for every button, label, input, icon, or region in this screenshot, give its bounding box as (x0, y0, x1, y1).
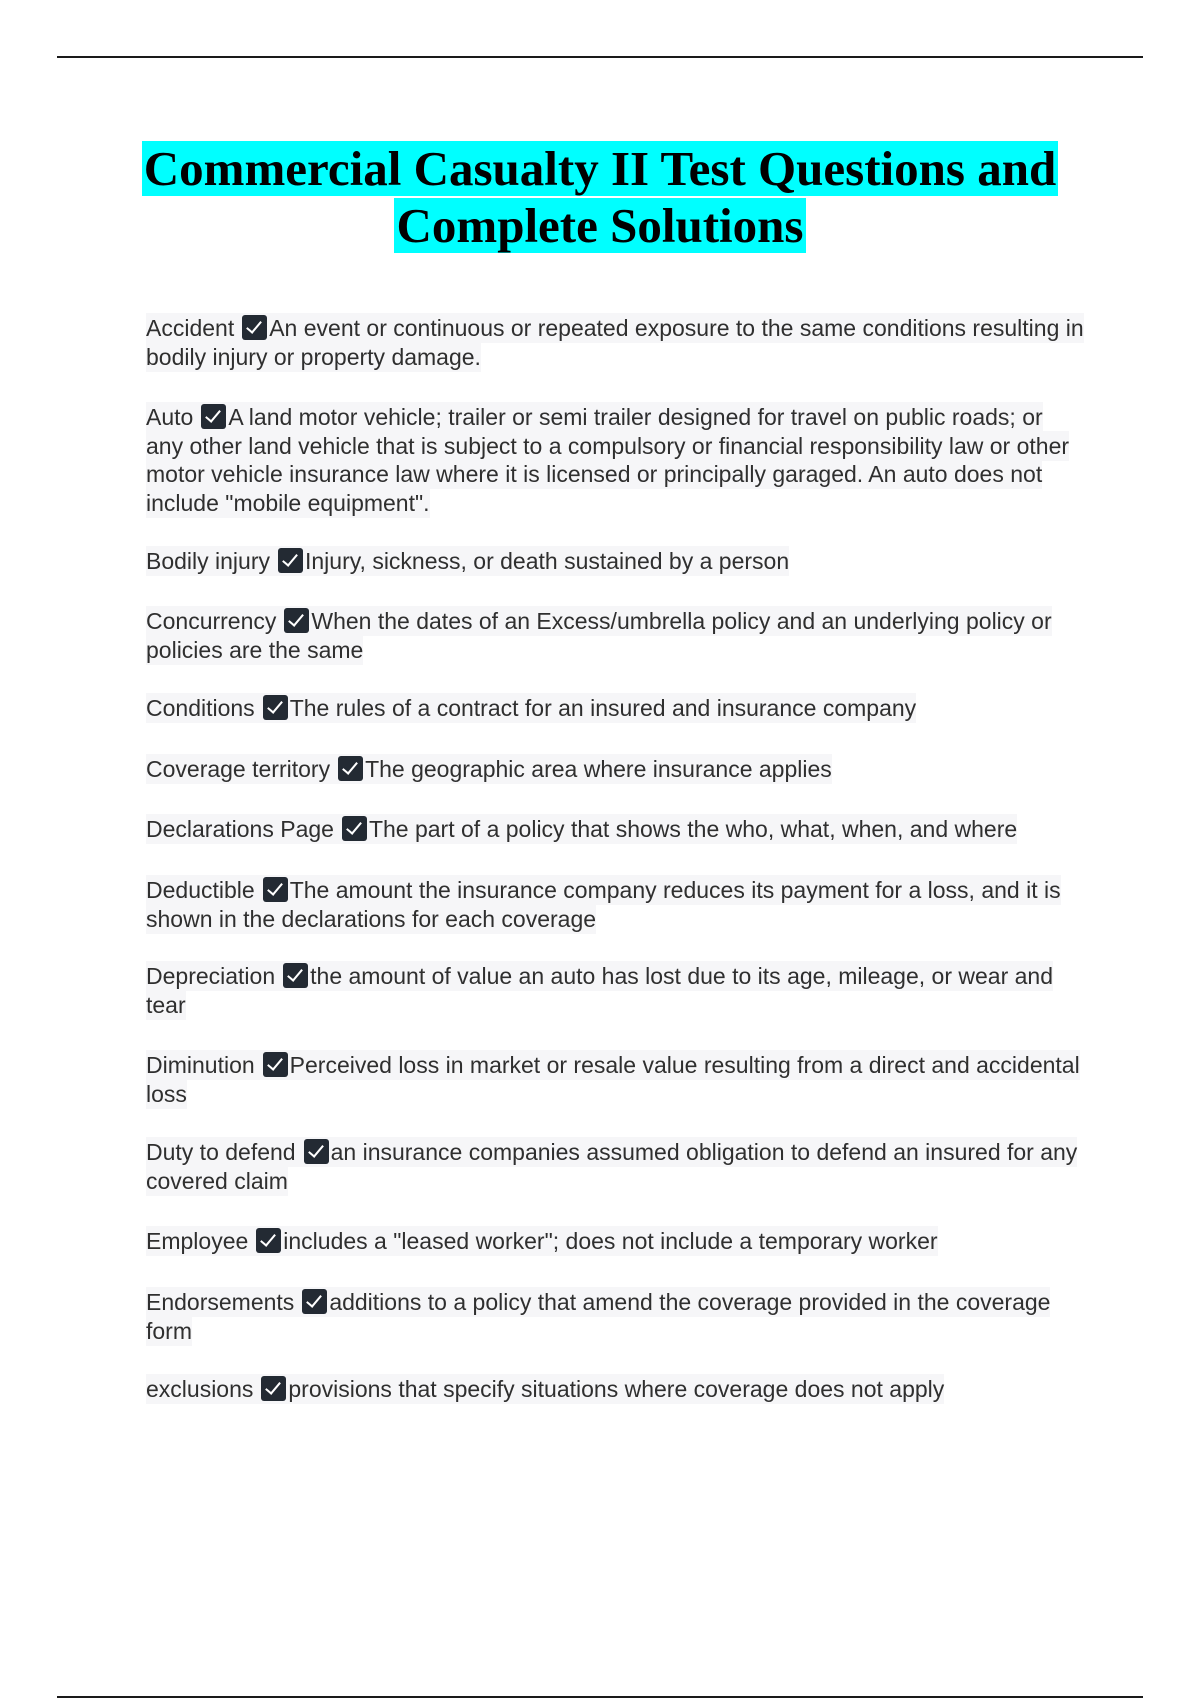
entry-definition: Perceived loss in market or resale value resulting from a direct and accidental loss (146, 1052, 1080, 1107)
glossary-entry-employee (146, 1227, 1086, 1256)
glossary-entry-coverage-territory (146, 755, 1086, 784)
glossary-entry-deductible (146, 876, 1086, 933)
check-box-icon (242, 315, 267, 340)
entry-term: Auto (146, 404, 194, 430)
footer-rule (57, 1696, 1143, 1698)
entry-definition: Injury, sickness, or death sustained by a person (305, 548, 790, 574)
check-box-icon (342, 816, 367, 841)
glossary-entry-auto (146, 403, 1086, 517)
entry-definition: The rules of a contract for an insured and insurance company (289, 695, 917, 721)
entry-definition: an insurance companies assumed obligation to defend an insured for any covered claim (146, 1139, 1078, 1194)
glossary-entry-declarations-page (146, 815, 1086, 844)
entry-term: Bodily injury (146, 548, 270, 574)
entry-definition: includes a "leased worker"; does not include a temporary worker (283, 1228, 938, 1254)
title-line-2: Complete Solutions (396, 198, 804, 253)
entry-term: Endorsements (146, 1289, 295, 1315)
check-box-icon (304, 1139, 329, 1164)
glossary-entry-concurrency (146, 607, 1086, 664)
check-box-icon (284, 608, 309, 633)
entry-term: Concurrency (146, 608, 277, 634)
entry-definition: When the dates of an Excess/umbrella policy and an underlying policy or policies are the same (146, 608, 1052, 663)
entry-definition: additions to a policy that amend the coverage provided in the coverage form (146, 1289, 1051, 1344)
entry-term: Diminution (146, 1052, 255, 1078)
entry-term: Deductible (146, 877, 255, 903)
glossary-entry-exclusions (146, 1375, 1086, 1404)
glossary-entry-bodily-injury (146, 547, 1086, 576)
entry-definition: A land motor vehicle; trailer or semi trailer designed for travel on public roads; or any other land vehicle that is subject to a compulsory or financial responsibility law or other motor vehicle insurance law where it is licensed or principally garaged. An auto does not include "mobile equipment". (146, 404, 1070, 516)
entry-term: Duty to defend (146, 1139, 296, 1165)
check-box-icon (338, 756, 363, 781)
glossary-entry-endorsements (146, 1288, 1086, 1345)
entry-term: Employee (146, 1228, 249, 1254)
title-line-1: Commercial Casualty II Test Questions and (143, 141, 1057, 196)
check-box-icon (201, 404, 226, 429)
check-box-icon (263, 695, 288, 720)
glossary-entry-duty-to-defend (146, 1138, 1086, 1195)
entry-definition: The geographic area where insurance applies (365, 756, 832, 782)
entry-term: Coverage territory (146, 756, 331, 782)
check-box-icon (283, 963, 308, 988)
entry-term: exclusions (146, 1376, 254, 1402)
check-box-icon (261, 1376, 286, 1401)
glossary-entry-depreciation (146, 962, 1086, 1019)
entry-definition: An event or continuous or repeated exposure to the same conditions resulting in bodily injury or property damage. (146, 315, 1084, 370)
entry-term: Declarations Page (146, 816, 334, 842)
glossary-entry-accident (146, 314, 1086, 371)
entry-definition: The amount the insurance company reduces its payment for a loss, and it is shown in the declarations for each coverage (146, 877, 1061, 932)
entry-definition: The part of a policy that shows the who, what, when, and where (368, 816, 1018, 842)
glossary-entry-conditions (146, 694, 1086, 723)
entry-definition: the amount of value an auto has lost due to its age, mileage, or wear and tear (146, 963, 1054, 1018)
check-box-icon (263, 877, 288, 902)
entry-term: Conditions (146, 695, 255, 721)
check-box-icon (263, 1052, 288, 1077)
entry-term: Accident (146, 315, 235, 341)
entry-definition: provisions that specify situations where coverage does not apply (288, 1376, 945, 1402)
check-box-icon (256, 1228, 281, 1253)
check-box-icon (278, 548, 303, 573)
check-box-icon (302, 1289, 327, 1314)
entry-term: Depreciation (146, 963, 276, 989)
glossary-entry-diminution (146, 1051, 1086, 1108)
